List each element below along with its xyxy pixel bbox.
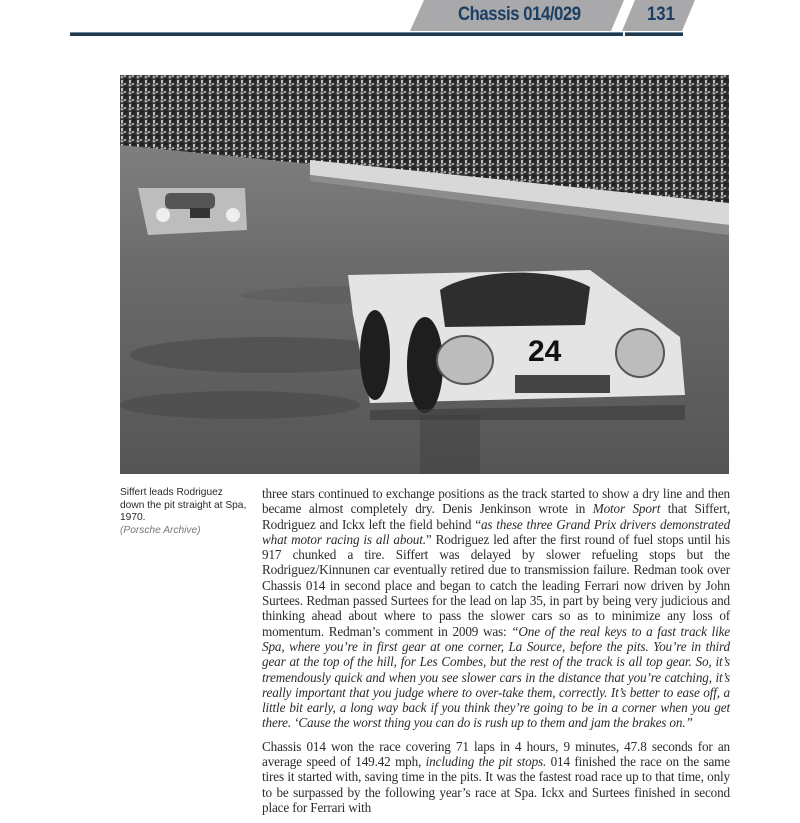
photo-caption xyxy=(120,487,250,537)
italic-run: including the pit stops. xyxy=(425,754,547,770)
caption-credit: (Porsche Archive) xyxy=(120,524,201,536)
text-run: three stars continued to exchange positions as the track started to show a dry line and then became almost completely dry. Denis Jenkinson wrote in xyxy=(262,486,730,517)
text-run: that Siffert, Rodriguez and Ickx left the field behind “ xyxy=(262,501,730,532)
header-rule-page xyxy=(625,32,683,36)
text-run: ” Rodriguez led after the first round of fuel stops until his 917 chunked a tire. Siffert was delayed by slower refueling stops but the Rodriguez/Kinnunen car eventually retired due to transmission failure. Redman took over Chassis 014 in second place and began to catch the leading Ferrari now driven by John Surtees. Redman passed Surtees for the lead on lap 35, in part by being very judicious and thinking ahead about where to pass the slower cars so as to minimize any loss of momentum. Redman’s comment in 2009 was: xyxy=(262,531,730,639)
paragraph-1 xyxy=(262,486,730,731)
italic-run: as these three Grand Prix drivers demonstrated what motor racing is all about. xyxy=(262,516,731,547)
text-run: 014 finished the race on the same tires it started with, saving time in the pits. It was the fastest road race up to that time, only to be surpassed by the following year’s race at Spa. Ickx and Surtees finished in second place for Ferrari with xyxy=(262,754,730,815)
running-header-title: Chassis 014/029 xyxy=(458,4,581,25)
race-photo-image xyxy=(120,75,729,474)
body-text xyxy=(262,486,730,823)
paragraph-2 xyxy=(262,739,730,815)
background-car xyxy=(138,188,247,235)
car-number: 24 xyxy=(528,335,562,368)
race-photo xyxy=(120,75,729,474)
page-number: 131 xyxy=(647,4,675,25)
italic-run: “One of the real keys to a fast track like Spa, where you’re in first gear at one corner, La Source, before the pits. You’re in third gear at the top of the hill, for Les Combes, but the rest of the track is all top gear. So, it’s tremendously quick and when you see slower cars in the distance that you’re catching, it’s really important that you judge where to over-take them, correctly. It’s better to ease off, a little bit early, a long way back if you think they’re going to be in a corner when you get there. ‘Cause the worst thing you can do is rush up to them and jam the brakes on.” xyxy=(262,623,730,731)
text-run: Chassis 014 won the race covering 71 laps in 4 hours, 9 minutes, 47.8 seconds for an average speed of 149.42 mph, xyxy=(262,738,730,770)
italic-run: Motor Sport xyxy=(592,501,661,517)
header-rule xyxy=(70,32,623,36)
caption-text: Siffert leads Rodriguez down the pit straight at Spa, 1970. xyxy=(120,487,247,523)
